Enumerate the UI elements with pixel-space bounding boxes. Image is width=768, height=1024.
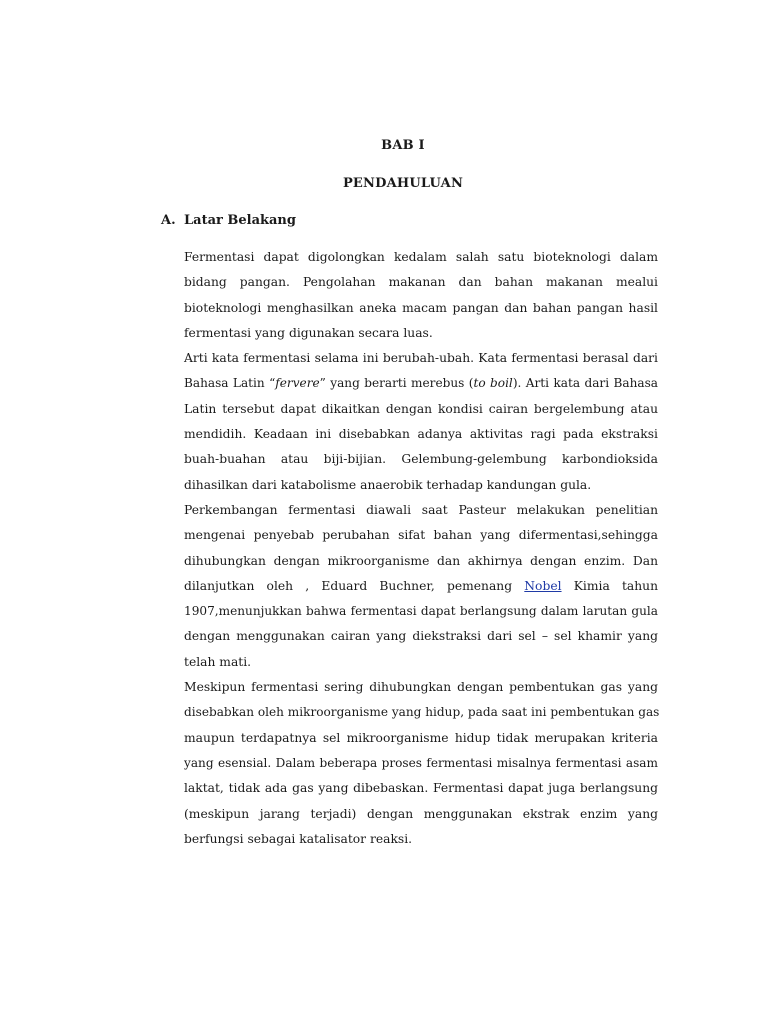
text-line: Latin tersebut dapat dikaitkan dengan kondisi cairan bergelembung atau [184, 401, 658, 416]
text-line: berfungsi sebagai katalisator reaksi. [184, 831, 413, 846]
text-run: ” yang berarti merebus ( [319, 376, 474, 391]
text-line: fermentasi yang digunakan secara luas. [184, 325, 433, 340]
paragraph-1 [184, 245, 658, 346]
section-title: Latar Belakang [184, 213, 296, 228]
body-text [184, 245, 658, 852]
text-line: Arti kata fermentasi selama ini berubah-ubah. Kata fermentasi berasal dari [184, 351, 658, 366]
text-line: disebabkan oleh mikroorganisme yang hidup, pada saat ini pembentukan gas [184, 705, 660, 720]
section-heading [161, 213, 296, 228]
text-line: maupun terdapatnya sel mikroorganisme hidup tidak merupakan kriteria [184, 730, 658, 745]
paragraph-2 [184, 346, 658, 498]
text-line: Perkembangan fermentasi diawali saat Pasteur melakukan penelitian [184, 502, 658, 517]
text-line: Meskipun fermentasi sering dihubungkan dengan pembentukan gas yang [184, 680, 658, 695]
text-line [184, 371, 658, 396]
text-run: ). Arti kata dari Bahasa [512, 376, 659, 391]
text-line: telah mati. [184, 654, 252, 669]
text-line: yang esensial. Dalam beberapa proses fermentasi misalnya fermentasi asam [184, 755, 658, 770]
text-line: buah-buahan atau biji-bijian. Gelembung-gelembung karbondioksida [184, 452, 658, 467]
text-line: dengan menggunakan cairan yang diekstraksi dari sel – sel khamir yang [184, 629, 658, 644]
text-line: bidang pangan. Pengolahan makanan dan bahan makanan mealui [184, 275, 658, 290]
text-line: bioteknologi menghasilkan aneka macam pangan dan bahan pangan hasil [184, 300, 658, 315]
text-line: mengenai penyebab perubahan sifat bahan yang difermentasi,sehingga [184, 528, 658, 543]
text-run: Bahasa Latin “ [184, 376, 276, 391]
text-run: dilanjutkan oleh , Eduard Buchner, pemenang [184, 578, 525, 593]
text-line: dihubungkan dengan mikroorganisme dan akhirnya dengan enzim. Dan [184, 553, 658, 568]
text-line: 1907,menunjukkan bahwa fermentasi dapat berlangsung dalam larutan gula [184, 604, 658, 619]
chapter-title: PENDAHULUAN [342, 176, 464, 191]
italic-term: fervere [275, 376, 320, 391]
text-run: Kimia tahun [561, 578, 658, 593]
chapter-number: BAB I [381, 138, 425, 153]
section-letter: A. [161, 213, 176, 228]
text-line: dihasilkan dari katabolisme anaerobik terhadap kandungan gula. [184, 477, 592, 492]
text-line: (meskipun jarang terjadi) dengan menggunakan ekstrak enzim yang [184, 806, 658, 821]
paragraph-4 [184, 675, 658, 852]
text-line: mendidih. Keadaan ini disebabkan adanya aktivitas ragi pada ekstraksi [184, 427, 658, 442]
text-line [184, 574, 658, 599]
italic-term: to boil [473, 376, 513, 391]
text-line: Fermentasi dapat digolongkan kedalam salah satu bioteknologi dalam [184, 250, 658, 264]
nobel-link[interactable]: Nobel [524, 578, 562, 593]
text-line: laktat, tidak ada gas yang dibebaskan. Fermentasi dapat juga berlangsung [184, 781, 658, 796]
paragraph-3 [184, 498, 658, 675]
